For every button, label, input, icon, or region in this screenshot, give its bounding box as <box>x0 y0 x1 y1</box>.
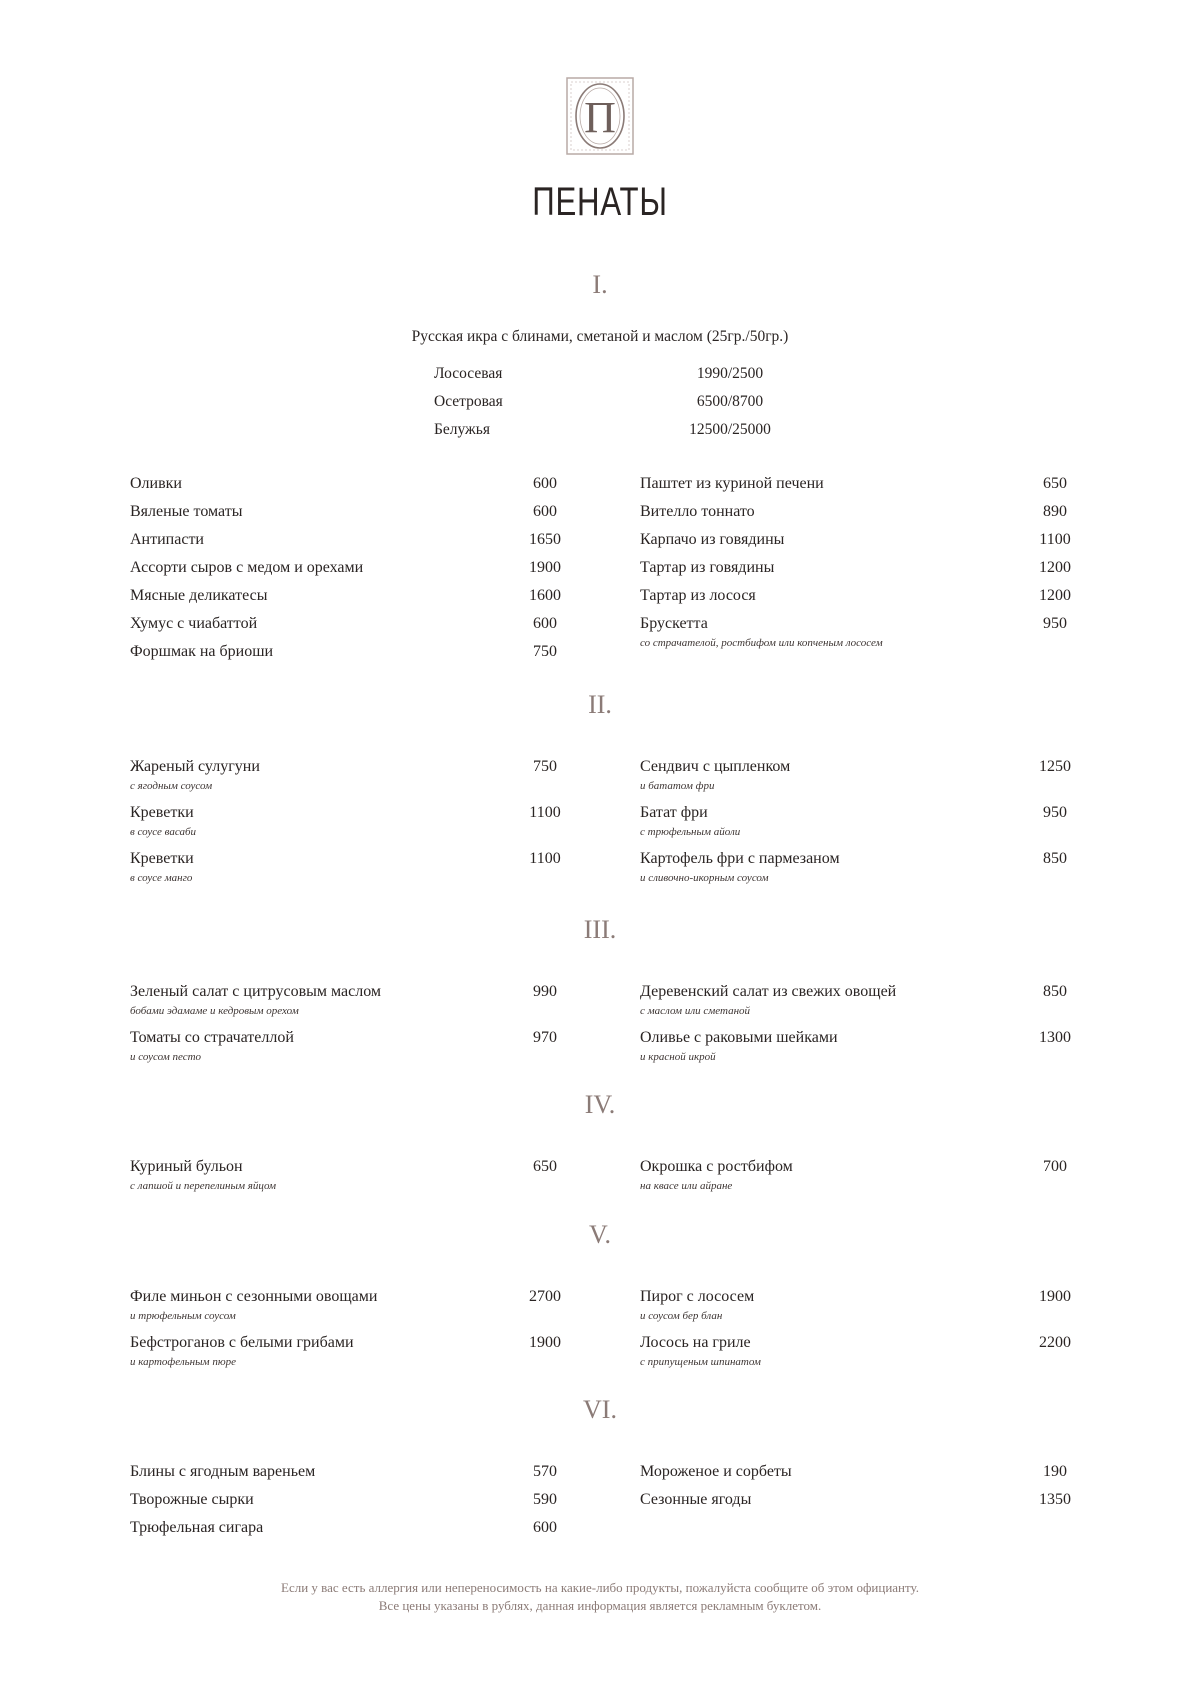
menu-item-price: 570 <box>533 1463 557 1480</box>
caviar-row <box>0 393 1200 419</box>
menu-item-description: с маслом или сметаной <box>640 1005 751 1017</box>
menu-item-name: Креветки <box>130 850 194 867</box>
menu-item-price: 2700 <box>529 1288 561 1305</box>
menu-item-price: 1350 <box>1039 1491 1071 1508</box>
menu-item-price: 850 <box>1043 983 1067 1000</box>
menu-item-name: Оливки <box>130 475 182 492</box>
footer-line-1: Если у вас есть аллергия или непереносимость на какие-либо продукты, пожалуйста сообщите об этом официанту. <box>281 1580 919 1595</box>
menu-item <box>640 1288 1100 1328</box>
menu-item-name: Блины с ягодным вареньем <box>130 1463 316 1480</box>
menu-item-name: Сезонные ягоды <box>640 1491 752 1508</box>
menu-item <box>640 758 1100 798</box>
menu-item-name: Окрошка с ростбифом <box>640 1158 793 1175</box>
menu-item-name: Паштет из куриной печени <box>640 475 824 492</box>
menu-item-name: Лосось на гриле <box>640 1334 751 1351</box>
menu-item-name: Жареный сулугуни <box>130 758 260 775</box>
menu-item-price: 970 <box>533 1029 557 1046</box>
menu-item <box>130 643 600 683</box>
menu-item <box>640 1334 1100 1374</box>
menu-item-price: 590 <box>533 1491 557 1508</box>
caviar-name: Осетровая <box>434 393 503 410</box>
menu-item-name: Карпачо из говядины <box>640 531 785 548</box>
menu-item-name: Бефстроганов с белыми грибами <box>130 1334 354 1351</box>
menu-item <box>130 1519 600 1559</box>
menu-item <box>130 804 600 844</box>
menu-item-name: Батат фри <box>640 804 708 821</box>
menu-item-price: 990 <box>533 983 557 1000</box>
menu-item-name: Форшмак на бриоши <box>130 643 274 660</box>
menu-item-description: с ягодным соусом <box>130 780 213 792</box>
menu-item-price: 1100 <box>529 804 561 821</box>
menu-item-price: 950 <box>1043 804 1067 821</box>
menu-item-price: 850 <box>1043 850 1067 867</box>
caviar-name: Белужья <box>434 421 490 438</box>
menu-item-name: Оливье с раковыми шейками <box>640 1029 838 1046</box>
menu-item-name: Брускетта <box>640 615 708 632</box>
menu-item-description: с лапшой и перепелиным яйцом <box>130 1180 277 1192</box>
menu-item-description: бобами эдамаме и кедровым орехом <box>130 1005 299 1017</box>
menu-item-name: Томаты со страчателлой <box>130 1029 294 1046</box>
footer-line-2: Все цены указаны в рублях, данная информация является рекламным буклетом. <box>378 1598 822 1613</box>
menu-item-price: 190 <box>1043 1463 1067 1480</box>
menu-item-description: с припущеным шпинатом <box>640 1356 761 1368</box>
menu-item-description: в соусе васаби <box>130 826 196 838</box>
menu-item-price: 600 <box>533 503 557 520</box>
menu-item-name: Антипасти <box>130 531 204 548</box>
menu-item-price: 1900 <box>529 559 561 576</box>
menu-item-name: Сендвич с цыпленком <box>640 758 791 775</box>
menu-item-name: Картофель фри с пармезаном <box>640 850 840 867</box>
menu-item-price: 1900 <box>529 1334 561 1351</box>
menu-item-name: Тартар из лосося <box>640 587 756 604</box>
menu-item-price: 600 <box>533 1519 557 1536</box>
menu-item-description: и соусом бер блан <box>640 1310 723 1322</box>
menu-item-description: и красной икрой <box>640 1051 716 1063</box>
logo-letter: П <box>584 93 616 142</box>
menu-item-description: и соусом песто <box>130 1051 202 1063</box>
menu-item-name: Вяленые томаты <box>130 503 243 520</box>
menu-item-name: Куриный бульон <box>130 1158 243 1175</box>
menu-item <box>130 983 600 1023</box>
menu-item <box>130 1158 600 1198</box>
caviar-price: 12500/25000 <box>689 421 771 438</box>
menu-item-price: 650 <box>533 1158 557 1175</box>
menu-item-price: 1600 <box>529 587 561 604</box>
menu-item-description: и трюфельным соусом <box>130 1310 236 1322</box>
caviar-row <box>0 421 1200 447</box>
menu-item-description: с трюфельным айоли <box>640 826 741 838</box>
menu-item-name: Мясные деликатесы <box>130 587 268 604</box>
menu-item <box>640 804 1100 844</box>
caviar-name: Лососевая <box>434 365 503 382</box>
menu-item-description: и бататом фри <box>640 780 715 792</box>
section-title: II. <box>588 690 612 719</box>
menu-item <box>130 1334 600 1374</box>
menu-item-description: и сливочно-икорным соусом <box>640 872 769 884</box>
menu-item-price: 1100 <box>529 850 561 867</box>
menu-item-price: 600 <box>533 475 557 492</box>
menu-item-price: 890 <box>1043 503 1067 520</box>
footer-note <box>0 1579 1200 1615</box>
menu-item-price: 750 <box>533 643 557 660</box>
brand-title: ПЕНАТЫ <box>532 180 668 224</box>
menu-item <box>130 1029 600 1069</box>
section-title: IV. <box>584 1090 616 1119</box>
menu-item-name: Ассорти сыров с медом и орехами <box>130 559 364 576</box>
section-title: III. <box>583 915 617 944</box>
caviar-row <box>0 365 1200 391</box>
menu-item-name: Вителло тоннато <box>640 503 755 520</box>
menu-item-price: 1200 <box>1039 559 1071 576</box>
menu-item-price: 950 <box>1043 615 1067 632</box>
menu-item-name: Пирог с лососем <box>640 1288 755 1305</box>
menu-item <box>640 1158 1100 1198</box>
menu-item-name: Творожные сырки <box>130 1491 254 1508</box>
logo-emblem-icon <box>565 76 635 156</box>
menu-item-name: Зеленый салат с цитрусовым маслом <box>130 983 382 1000</box>
menu-item <box>130 758 600 798</box>
menu-item-description: и картофельным пюре <box>130 1356 236 1368</box>
section-title: VI. <box>583 1395 617 1424</box>
menu-item-price: 650 <box>1043 475 1067 492</box>
menu-item-name: Тартар из говядины <box>640 559 775 576</box>
menu-item <box>640 615 1100 655</box>
menu-item-name: Креветки <box>130 804 194 821</box>
menu-item-name: Филе миньон с сезонными овощами <box>130 1288 378 1305</box>
menu-item-name: Хумус с чиабаттой <box>130 615 258 632</box>
menu-item-price: 700 <box>1043 1158 1067 1175</box>
menu-item-description: в соусе манго <box>130 872 193 884</box>
menu-item-price: 1250 <box>1039 758 1071 775</box>
menu-item-price: 1650 <box>529 531 561 548</box>
menu-item <box>640 983 1100 1023</box>
menu-item <box>640 1029 1100 1069</box>
menu-item-price: 1900 <box>1039 1288 1071 1305</box>
menu-item <box>640 850 1100 890</box>
section-title: I. <box>592 270 608 299</box>
menu-item-price: 1300 <box>1039 1029 1071 1046</box>
menu-item-name: Трюфельная сигара <box>130 1519 264 1536</box>
menu-item <box>640 1491 1100 1531</box>
menu-item-price: 2200 <box>1039 1334 1071 1351</box>
menu-item-price: 750 <box>533 758 557 775</box>
caviar-price: 6500/8700 <box>696 393 764 410</box>
menu-item-name: Мороженое и сорбеты <box>640 1463 792 1480</box>
menu-item <box>130 850 600 890</box>
caviar-price: 1990/2500 <box>696 365 764 382</box>
menu-item-description: на квасе или айране <box>640 1180 733 1192</box>
menu-item-description: со страчателой, ростбифом или копченым лососем <box>640 637 883 649</box>
menu-item-name: Деревенский салат из свежих овощей <box>640 983 897 1000</box>
section-title: V. <box>589 1220 611 1249</box>
menu-item-price: 1100 <box>1039 531 1071 548</box>
caviar-title: Русская икра с блинами, сметаной и маслом (25гр./50гр.) <box>411 328 789 345</box>
menu-item-price: 600 <box>533 615 557 632</box>
menu-item <box>130 1288 600 1328</box>
menu-item-price: 1200 <box>1039 587 1071 604</box>
